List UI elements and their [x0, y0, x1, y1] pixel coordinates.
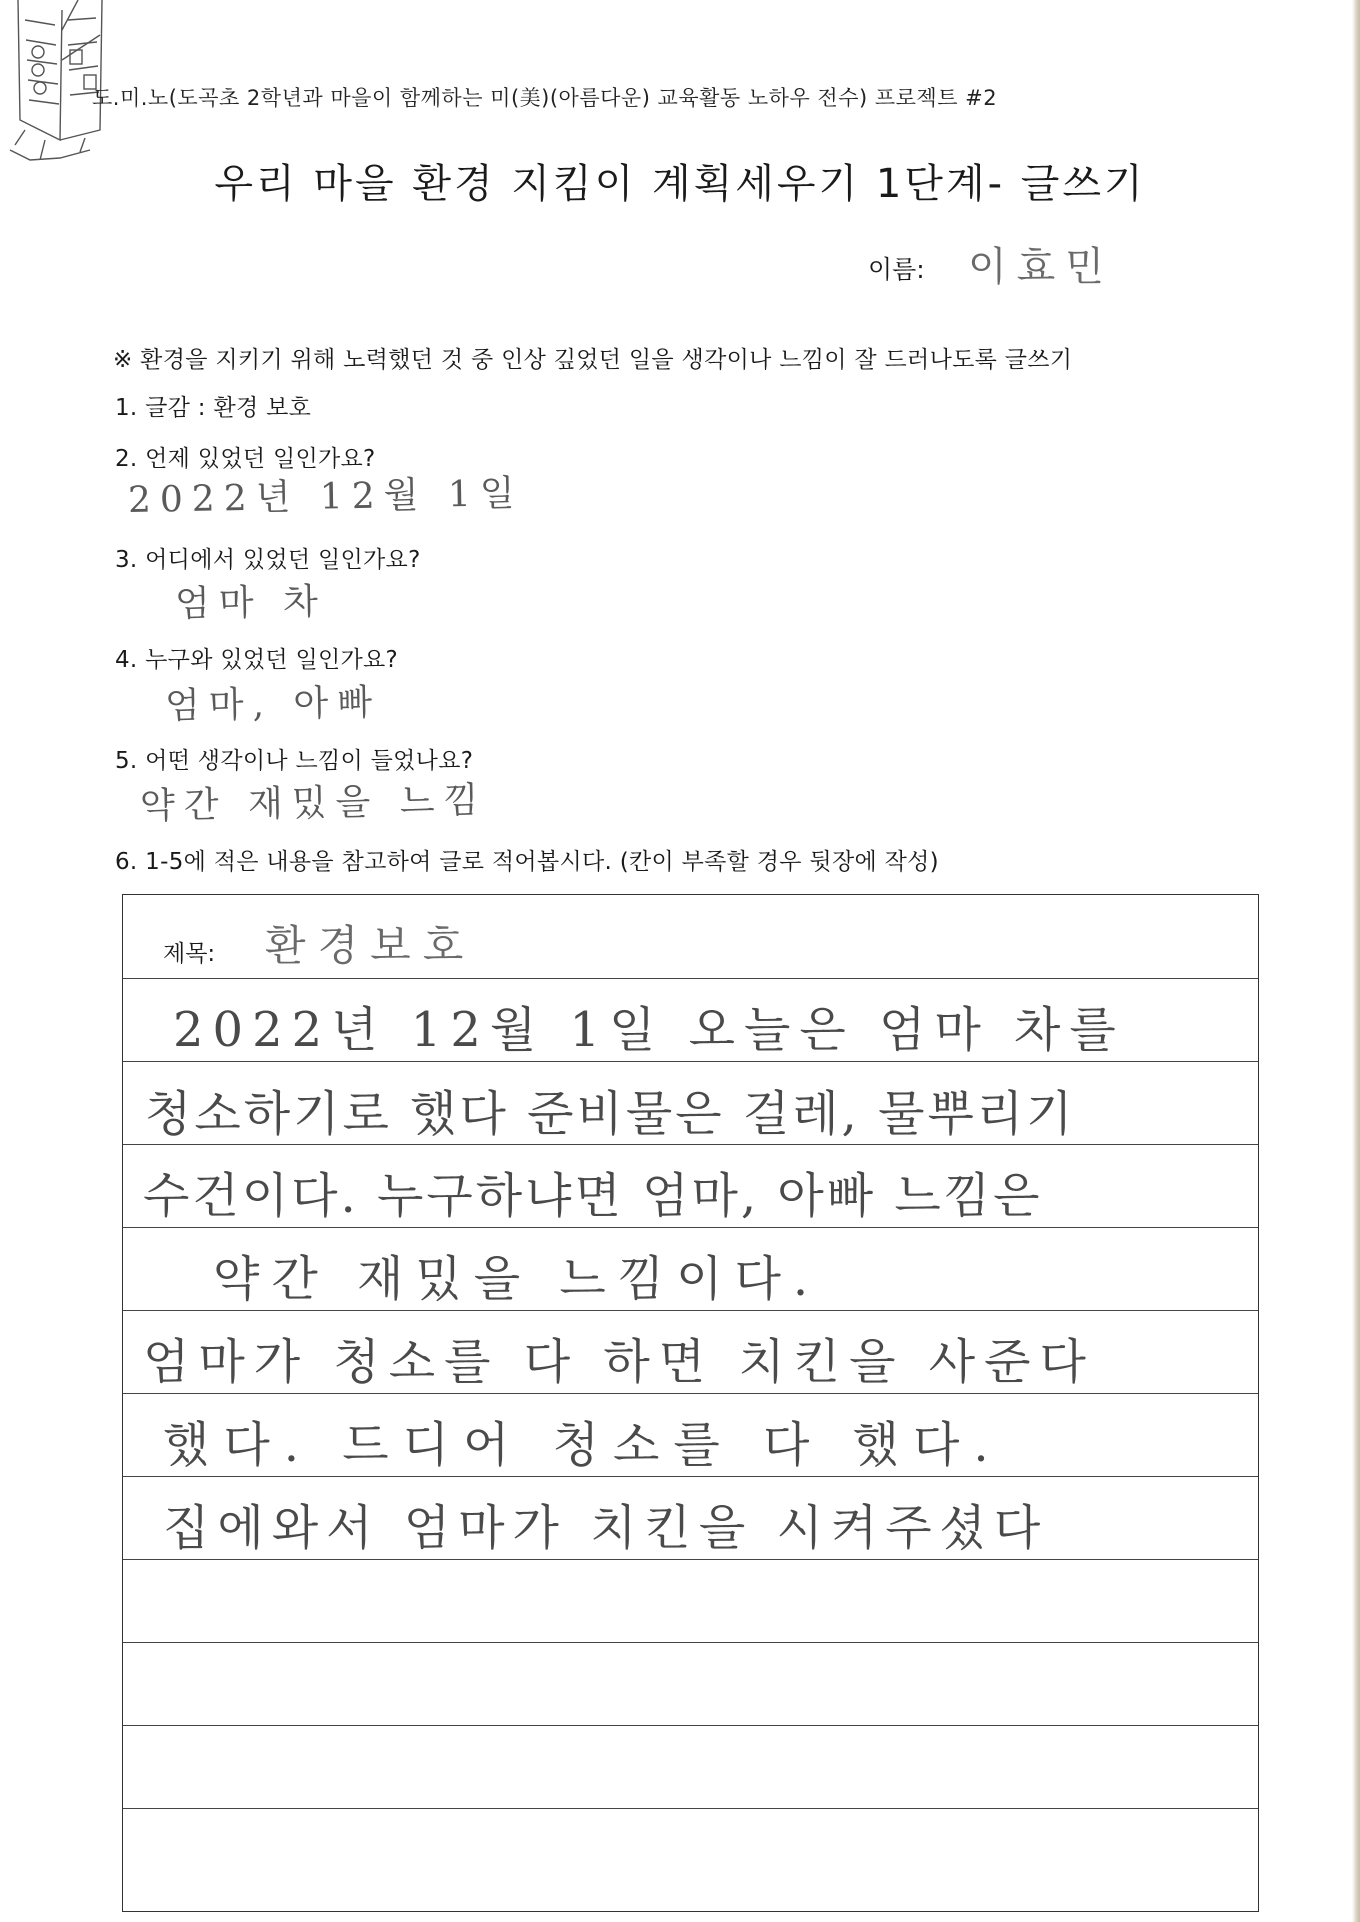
essay-rule	[123, 1061, 1258, 1062]
essay-rule	[123, 1725, 1258, 1726]
essay-line: 수건이다. 누구하냐면 엄마, 아빠 느낌은	[143, 1168, 1043, 1224]
question-6: 6. 1-5에 적은 내용을 참고하여 글로 적어봅시다. (칸이 부족할 경우 뒷장에 작성)	[115, 849, 939, 875]
page-title: 우리 마을 환경 지킴이 계획세우기 1단계- 글쓰기	[214, 161, 1146, 207]
essay-line: 엄마가 청소를 다 하면 치킨을 사준다	[143, 1334, 1095, 1390]
essay-title-label: 제목:	[163, 941, 216, 967]
essay-rule	[123, 1310, 1258, 1311]
question-2: 2. 언제 있었던 일인가요?	[115, 446, 376, 472]
answer-3-handwritten: 엄마 차	[174, 581, 328, 625]
instruction-text: ※ 환경을 지키기 위해 노력했던 것 중 인상 깊었던 일을 생각이나 느낌이 잘 드러나도록 글쓰기	[113, 347, 1073, 373]
question-4: 4. 누구와 있었던 일인가요?	[115, 647, 399, 673]
answer-5-handwritten: 약간 재밌을 느낌	[139, 779, 488, 827]
essay-rule	[123, 1559, 1258, 1560]
essay-line: 청소하기로 했다 준비물은 걸레, 물뿌리기	[145, 1086, 1076, 1142]
essay-rule	[123, 1393, 1258, 1394]
essay-rule	[123, 1144, 1258, 1145]
essay-rule	[123, 1476, 1258, 1477]
project-header: 도.미.노(도곡초 2학년과 마을이 함께하는 미(美)(아름다운) 교육활동 노하우 전수) 프로젝트 #2	[92, 86, 998, 110]
essay-line: 약간 재밌을 느낌이다.	[213, 1251, 821, 1307]
essay-rule	[123, 1642, 1258, 1643]
essay-line: 했다. 드디어 청소를 다 했다.	[163, 1417, 1003, 1473]
paper-edge	[1352, 0, 1360, 1922]
answer-4-handwritten: 엄마, 아빠	[164, 682, 382, 727]
essay-line: 집에와서 엄마가 치킨을 시켜주셨다	[163, 1500, 1049, 1556]
essay-box	[122, 894, 1259, 1912]
essay-rule	[123, 1808, 1258, 1809]
answer-2-handwritten: 2022년 12월 1일	[127, 473, 524, 521]
question-1: 1. 글감 : 환경 보호	[115, 395, 312, 421]
name-value-handwritten: 이효민	[968, 244, 1114, 290]
question-5: 5. 어떤 생각이나 느낌이 들었나요?	[115, 748, 474, 774]
essay-title-handwritten: 환경보호	[265, 921, 476, 970]
essay-rule	[123, 1227, 1258, 1228]
essay-line: 2022년 12월 1일 오늘은 엄마 차를	[173, 1002, 1125, 1058]
essay-rule	[123, 978, 1258, 979]
question-3: 3. 어디에서 있었던 일인가요?	[115, 547, 421, 573]
name-label: 이름:	[868, 255, 925, 284]
